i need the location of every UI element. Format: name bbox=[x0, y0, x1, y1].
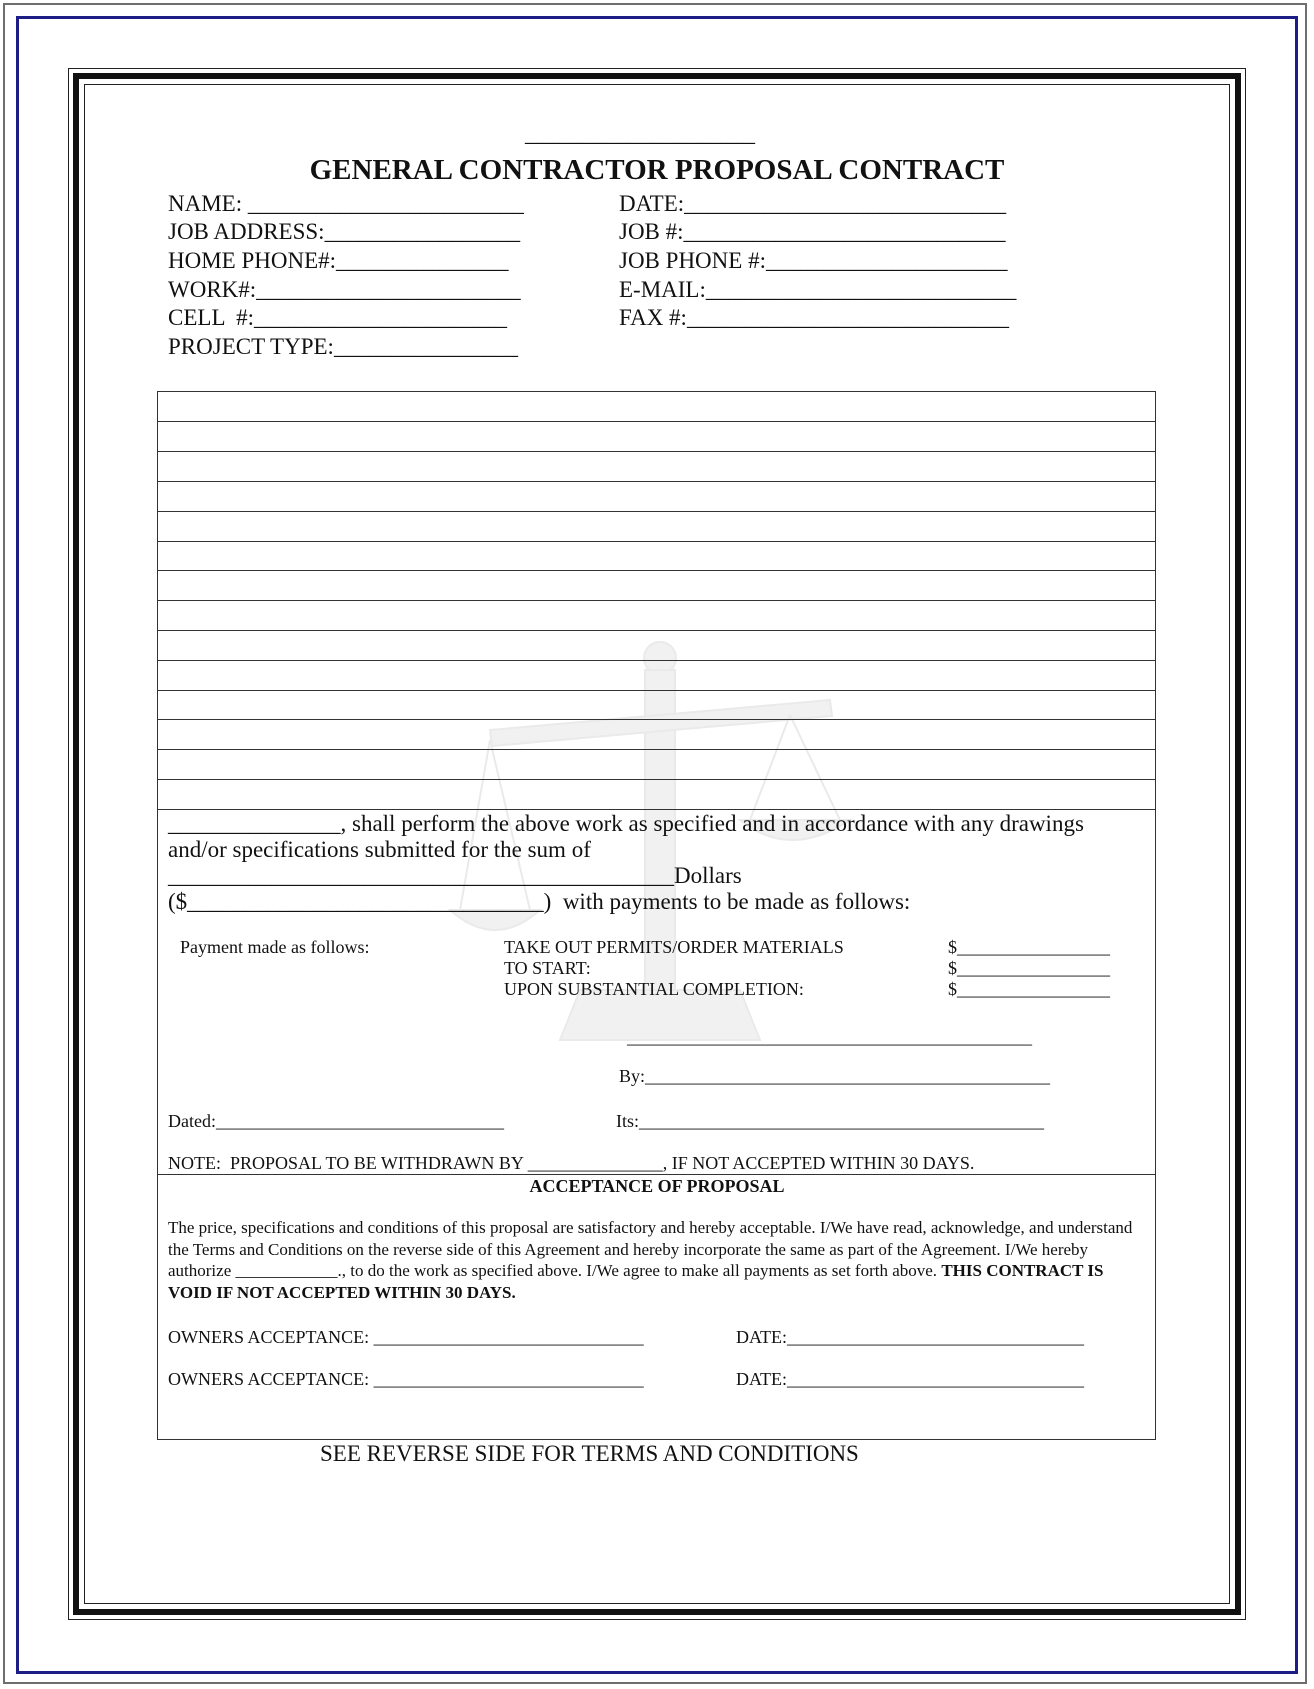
acceptance-title: ACCEPTANCE OF PROPOSAL bbox=[529, 1176, 785, 1196]
description-line[interactable] bbox=[158, 749, 1155, 750]
description-line[interactable] bbox=[158, 779, 1155, 780]
description-line[interactable] bbox=[158, 451, 1155, 452]
page-title: GENERAL CONTRACTOR PROPOSAL CONTRACT bbox=[309, 154, 1005, 186]
acceptance-text: The price, specifications and conditions of this proposal are satisfactory and hereby acceptable. I/We have read, acknowledge, and understand the Terms and Conditions on the reverse side of this Agreement and hereby incorporate the same as part of the Agreement. I/We hereby authorize ____________., to do the work as specified above. I/We agree to make all payments as set forth above. bbox=[168, 1218, 1133, 1280]
dated-field[interactable]: Dated:________________________________ bbox=[168, 1111, 504, 1131]
home-phone-field[interactable]: HOME PHONE#:_______________ bbox=[168, 248, 509, 273]
its-field[interactable]: Its:_____________________________________________ bbox=[616, 1111, 1045, 1131]
name-field[interactable]: NAME: ________________________ bbox=[168, 191, 524, 216]
cell-phone-field[interactable]: CELL #:______________________ bbox=[168, 305, 508, 330]
owner-acceptance-1[interactable]: OWNERS ACCEPTANCE: ______________________________ bbox=[168, 1327, 644, 1347]
withdrawal-note: NOTE: PROPOSAL TO BE WITHDRAWN BY _______________, IF NOT ACCEPTED WITHIN 30 DAYS. bbox=[168, 1153, 975, 1173]
dollars-words-field[interactable]: ____________________________________________Dollars bbox=[168, 863, 742, 888]
payment-label: Payment made as follows: bbox=[180, 937, 370, 957]
contractor-signature-line[interactable]: _____________________________________________ bbox=[627, 1027, 1032, 1047]
job-phone-field[interactable]: JOB PHONE #:_____________________ bbox=[619, 248, 1008, 273]
work-section-divider bbox=[158, 809, 1155, 810]
top-blank-line[interactable]: ____________________ bbox=[525, 121, 755, 146]
payment-item-amount[interactable]: $_________________ bbox=[948, 979, 1110, 999]
acceptance-divider bbox=[158, 1174, 1155, 1175]
description-line[interactable] bbox=[158, 600, 1155, 601]
owner-date-1[interactable]: DATE:_________________________________ bbox=[736, 1327, 1084, 1347]
footer-note: SEE REVERSE SIDE FOR TERMS AND CONDITIONS bbox=[320, 1441, 859, 1466]
work-phone-field[interactable]: WORK#:_______________________ bbox=[168, 277, 521, 302]
payment-item-amount[interactable]: $_________________ bbox=[948, 958, 1110, 978]
acceptance-paragraph bbox=[168, 1217, 1140, 1303]
description-line[interactable] bbox=[158, 511, 1155, 512]
contractor-perform-line[interactable]: _______________, shall perform the above work as specified and in accordance with any drawings bbox=[168, 811, 1084, 836]
void-clause: THIS CONTRACT IS VOID IF NOT ACCEPTED WITHIN 30 DAYS. bbox=[168, 1261, 1104, 1302]
payment-item-name: UPON SUBSTANTIAL COMPLETION: bbox=[504, 979, 804, 999]
owner-acceptance-2[interactable]: OWNERS ACCEPTANCE: ______________________________ bbox=[168, 1369, 644, 1389]
description-line[interactable] bbox=[158, 421, 1155, 422]
job-number-field[interactable]: JOB #:____________________________ bbox=[619, 219, 1006, 244]
description-line[interactable] bbox=[158, 630, 1155, 631]
by-field[interactable]: By:_____________________________________________ bbox=[619, 1066, 1051, 1086]
payment-item-name: TAKE OUT PERMITS/ORDER MATERIALS bbox=[504, 937, 844, 957]
fax-field[interactable]: FAX #:____________________________ bbox=[619, 305, 1009, 330]
dollars-amount-field[interactable]: ($_______________________________) with payments to be made as follows: bbox=[168, 889, 911, 914]
description-line[interactable] bbox=[158, 690, 1155, 691]
owner-date-2[interactable]: DATE:_________________________________ bbox=[736, 1369, 1084, 1389]
description-line[interactable] bbox=[158, 719, 1155, 720]
payment-item-amount[interactable]: $_________________ bbox=[948, 937, 1110, 957]
job-address-field[interactable]: JOB ADDRESS:_________________ bbox=[168, 219, 521, 244]
project-type-field[interactable]: PROJECT TYPE:________________ bbox=[168, 334, 518, 359]
email-field[interactable]: E-MAIL:___________________________ bbox=[619, 277, 1017, 302]
description-line[interactable] bbox=[158, 660, 1155, 661]
description-line[interactable] bbox=[158, 541, 1155, 542]
payment-item-name: TO START: bbox=[504, 958, 591, 978]
description-line[interactable] bbox=[158, 481, 1155, 482]
date-field[interactable]: DATE:____________________________ bbox=[619, 191, 1007, 216]
description-line[interactable] bbox=[158, 570, 1155, 571]
specifications-line: and/or specifications submitted for the sum of bbox=[168, 837, 591, 862]
